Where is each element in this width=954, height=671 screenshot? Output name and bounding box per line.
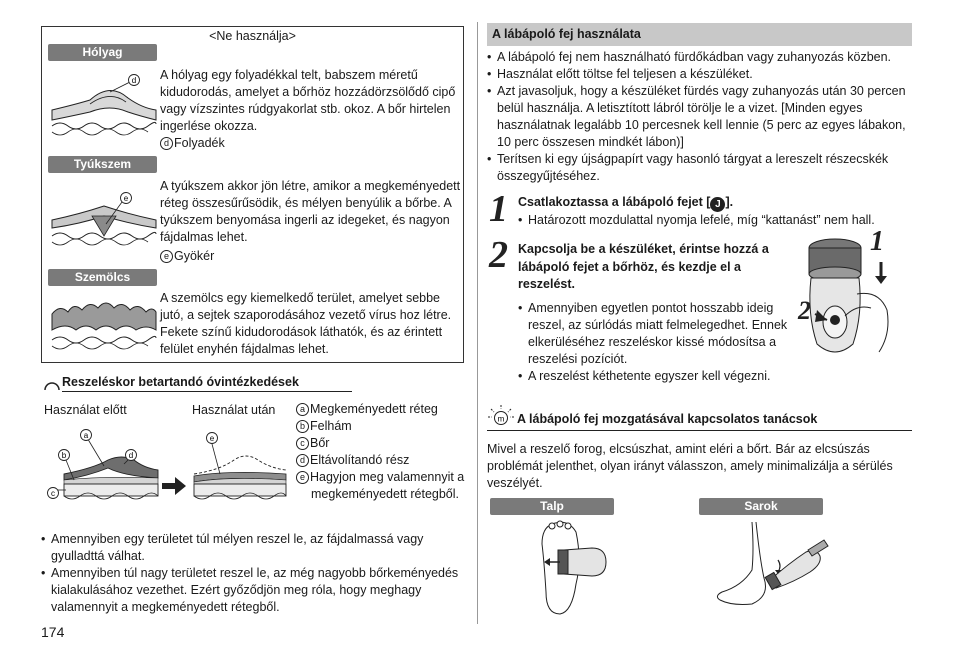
legend-item: b Felhám [296, 418, 466, 435]
section-text-tyukszem: A tyúkszem akkor jön létre, amikor a megkeményedett réteg összesűrűsödik, és mélyen benyúlik a bőrbe. A tyúkszem benyomása ingerli az idegeket, és nagyon fájdalmas lehet. [160, 179, 461, 244]
list-item: • Terítsen ki egy újságpapírt vagy hasonló tárgyat a lereszelt részecskék összegyűjtéséhez. [487, 151, 915, 185]
list-item: • A reszelést kéthetente egyszer kell végezni. [518, 368, 790, 385]
tips-underline [487, 430, 912, 431]
right-heading: A lábápoló fej használata [492, 27, 641, 41]
tips-heading: A lábápoló fej mozgatásával kapcsolatos tanácsok [517, 412, 818, 426]
section-label-szemolcs: Szemölcs [48, 269, 157, 286]
attachment-j-icon: J [710, 197, 725, 212]
svg-text:d: d [128, 451, 134, 460]
svg-text:a: a [83, 431, 89, 440]
left-bullets [41, 531, 465, 616]
section-text-szemolcs: A szemölcs egy kiemelkedő terület, amelyet sebbe jutó, a sejtek szaporodásához vezető vírus hoz létre. Fekete színű kidudorodások láthatók, és az érintett felület enyhén fájdalmas lehet. [160, 291, 452, 356]
section-label-tyukszem: Tyúkszem [48, 156, 157, 173]
legend-list [296, 401, 466, 503]
step-2-bullets [518, 300, 790, 385]
svg-text:b: b [61, 451, 67, 460]
before-use-illustration [44, 424, 160, 520]
svg-text:e: e [123, 194, 129, 203]
step-2-title: Kapcsolja be a készüléket, érintse hozzá a lábápoló fejet a bőrhöz, és kezdje el a reszelést. [518, 242, 769, 291]
do-not-use-label: <Ne használja> [209, 29, 296, 43]
marker-text-e: e Gyökér [160, 248, 460, 265]
section-text-holyag: A hólyag egy folyadékkal telt, babszem méretű kidudorodás, amelyet a bőrhöz hozzádörzsölődő cipő vagy vízszintes rúdgyakorlat stb. okoz. A bőr hirtelen ingerlése okozza. [160, 68, 456, 133]
svg-text:c: c [51, 489, 55, 498]
right-bullets [487, 49, 915, 185]
marker-e-icon: e [160, 250, 173, 263]
foot-care-device-illustration [795, 234, 915, 364]
after-label: Használat után [192, 403, 276, 417]
corn-illustration [50, 180, 158, 254]
legend-item: c Bőr [296, 435, 466, 452]
figure-number-1: 1 [870, 226, 884, 257]
sarok-label: Sarok [699, 498, 823, 515]
section-label-holyag: Hólyag [48, 44, 157, 61]
tips-text: Mivel a reszelő forog, elcsúszhat, amint eléri a bőrt. Bár az elcsúszás problémát jelenthet, olyan irányt válasszon, amely minimalizálja a sérülés veszélyét. [487, 442, 893, 490]
svg-text:m: m [497, 414, 505, 424]
step-1-title: Csatlakoztassa a lábápoló fejet [ J ]. [518, 195, 734, 210]
column-divider [477, 22, 478, 624]
step-2-number: 2 [489, 234, 508, 276]
list-item: • Azt javasoljuk, hogy a készüléket fürdés vagy zuhanyozás után 30 percen belül használja. A letisztított lábról törölje le a vizet. [Minden egyes használatnak legalább 10 percesnek kell lennie (5 perc az egyes lábakon, 10 perc összesen mindkét lábon)] [487, 83, 915, 151]
svg-text:d: d [131, 76, 137, 85]
step-1-bullet [518, 212, 918, 229]
tip-lightbulb-icon [487, 404, 515, 430]
list-item: • A lábápoló fej nem használható fürdőkádban vagy zuhanyozás közben. [487, 49, 915, 66]
list-item: • Amennyiben egyetlen pontot hosszabb ideig reszel, az súrlódás miatt felmelegedhet. Ennek elkerüléséhez reszeléskor kissé módosítsa a reszelési pozíciót. [518, 300, 790, 368]
blister-illustration [50, 70, 158, 144]
step-1-number: 1 [489, 188, 508, 230]
precautions-heading: Reszeléskor betartandó óvintézkedések [62, 375, 299, 389]
marker-d-icon: d [160, 137, 173, 150]
precautions-underline [62, 391, 352, 392]
list-item: • Határozott mozdulattal nyomja lefelé, míg “kattanást” nem hall. [518, 212, 918, 229]
list-item: • Amennyiben túl nagy területet reszel le, az még nagyobb bőrkeményedés kialakulásához vezethet. Ezért győződjön meg róla, hogy meghagy valamennyit a megkeményedett rétegből. [41, 565, 465, 616]
wart-illustration [50, 292, 158, 358]
list-item: • Amennyiben egy területet túl mélyen reszel le, az fájdalmassá vagy gyulladttá válhat. [41, 531, 465, 565]
right-arrow-icon [161, 476, 187, 496]
before-label: Használat előtt [44, 403, 127, 417]
page-number: 174 [41, 624, 65, 640]
sole-filing-illustration [530, 520, 620, 620]
heel-filing-illustration [712, 520, 832, 610]
warning-half-circle-icon [43, 375, 61, 391]
list-item: • Használat előtt töltse fel teljesen a készüléket. [487, 66, 915, 83]
svg-text:e: e [209, 434, 215, 443]
figure-number-2: 2 [798, 296, 811, 325]
marker-text-d: d Folyadék [160, 135, 460, 152]
legend-item: d Eltávolítandó rész [296, 452, 466, 469]
after-use-illustration [190, 424, 290, 520]
legend-item: e Hagyjon meg valamennyit a megkeményedett rétegből. [296, 469, 466, 503]
talp-label: Talp [490, 498, 614, 515]
legend-item: a Megkeményedett réteg [296, 401, 466, 418]
